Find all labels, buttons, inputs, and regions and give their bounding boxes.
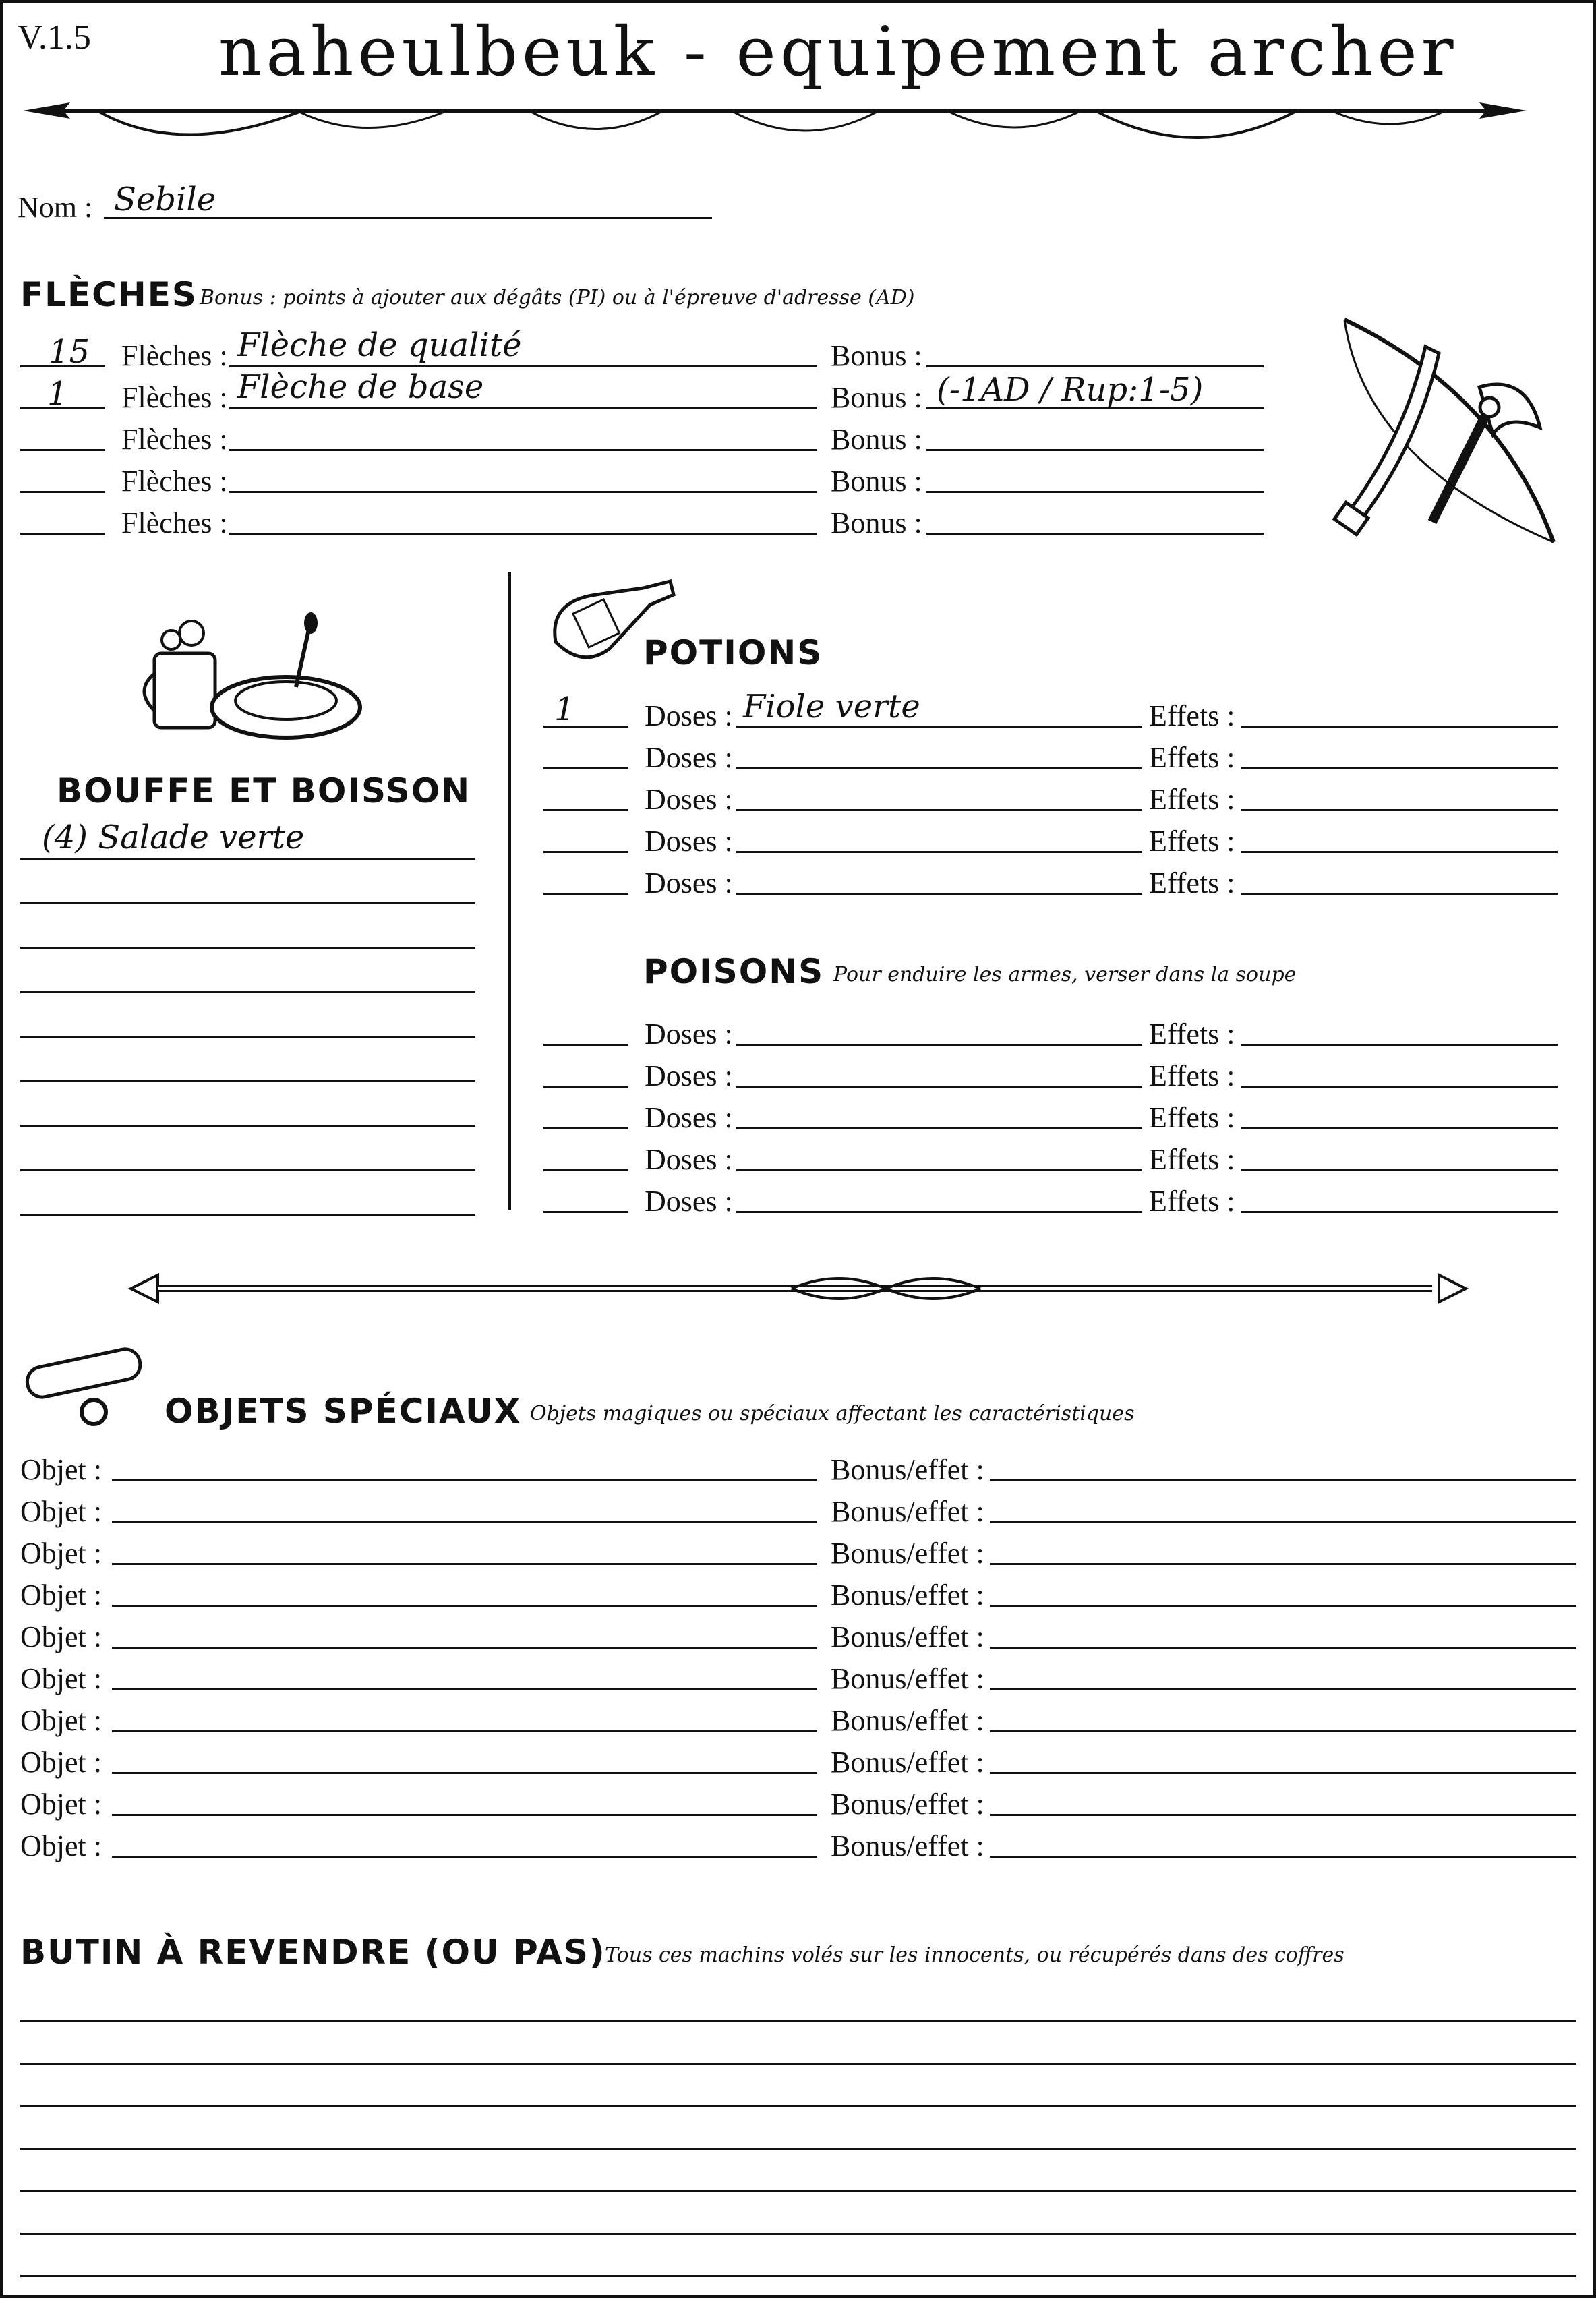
potion-effects-label: Effets : (1149, 741, 1235, 774)
bonus-effect-label: Bonus/effet : (831, 1704, 984, 1737)
poison-name-line (736, 1044, 1142, 1046)
bonus-effect-label: Bonus/effet : (831, 1620, 984, 1653)
arrow-name-line (229, 449, 817, 451)
staff-divider-icon (131, 1265, 1466, 1312)
arrow-name-line (229, 533, 817, 535)
loot-line[interactable] (20, 2233, 1576, 2235)
poison-effects-label: Effets : (1149, 1101, 1235, 1134)
arrow-name-line (229, 365, 817, 367)
potion-qty-line (543, 767, 628, 769)
arrow-bonus-label: Bonus : (831, 465, 922, 498)
poisons-heading: POISONS (643, 952, 825, 991)
poison-qty-line (543, 1044, 628, 1046)
arrow-name-line (229, 407, 817, 409)
bonus-effect-line[interactable] (990, 1647, 1576, 1649)
potion-doses-label: Doses : (645, 825, 733, 858)
poison-qty-line (543, 1169, 628, 1171)
potion-effect-line (1241, 767, 1558, 769)
object-line[interactable] (112, 1814, 817, 1816)
poison-effects-label: Effets : (1149, 1185, 1235, 1218)
food-line (20, 1214, 475, 1216)
potion-qty-line (543, 893, 628, 895)
object-line[interactable] (112, 1647, 817, 1649)
bonus-effect-label: Bonus/effet : (831, 1829, 984, 1862)
bonus-effect-line[interactable] (990, 1730, 1576, 1732)
bonus-effect-label: Bonus/effet : (831, 1788, 984, 1821)
poison-effect-line (1241, 1211, 1558, 1213)
special-items-heading: OBJETS SPÉCIAUX (165, 1392, 522, 1431)
arrow-name[interactable]: Flèche de qualité (237, 326, 522, 364)
potion-name-line (736, 767, 1142, 769)
potion-effects-label: Effets : (1149, 783, 1235, 816)
potion-qty-line (543, 851, 628, 853)
potion-qty[interactable]: 1 (554, 690, 575, 728)
bonus-effect-label: Bonus/effet : (831, 1662, 984, 1695)
object-line[interactable] (112, 1688, 817, 1690)
potion-doses-label: Doses : (645, 741, 733, 774)
arrow-bonus-line (926, 491, 1264, 493)
object-line[interactable] (112, 1856, 817, 1858)
object-label: Objet : (20, 1495, 102, 1528)
food-entry[interactable]: (4) Salade verte (42, 819, 305, 856)
name-label: Nom : (18, 191, 93, 224)
arrow-label: Flèches : (121, 381, 228, 414)
object-label: Objet : (20, 1620, 102, 1653)
food-line (20, 1036, 475, 1038)
food-line (20, 1169, 475, 1171)
arrow-qty[interactable]: 15 (49, 333, 90, 371)
poison-effects-label: Effets : (1149, 1143, 1235, 1176)
bonus-effect-line[interactable] (990, 1479, 1576, 1481)
arrow-bonus-line (926, 365, 1264, 367)
arrow-divider-icon (16, 90, 1533, 151)
bonus-effect-line[interactable] (990, 1563, 1576, 1565)
bonus-effect-line[interactable] (990, 1856, 1576, 1858)
potion-effect-line (1241, 726, 1558, 728)
poison-qty-line (543, 1211, 628, 1213)
object-line[interactable] (112, 1772, 817, 1774)
arrow-bonus-line (926, 449, 1264, 451)
potion-doses-label: Doses : (645, 699, 733, 732)
potions-heading: POTIONS (643, 633, 823, 672)
poison-name-line (736, 1086, 1142, 1088)
column-divider (508, 572, 511, 1210)
name-value[interactable]: Sebile (114, 181, 216, 218)
bonus-effect-label: Bonus/effet : (831, 1537, 984, 1570)
food-line (20, 991, 475, 993)
page-title: naheulbeuk - equipement archer (218, 12, 1458, 91)
poison-effects-label: Effets : (1149, 1018, 1235, 1051)
object-label: Objet : (20, 1746, 102, 1779)
arrow-bonus-label: Bonus : (831, 339, 922, 372)
arrow-label: Flèches : (121, 423, 228, 456)
poison-effect-line (1241, 1127, 1558, 1129)
poison-name-line (736, 1211, 1142, 1213)
arrow-name[interactable]: Flèche de base (237, 368, 484, 406)
potion-name[interactable]: Fiole verte (743, 688, 920, 726)
object-line[interactable] (112, 1479, 817, 1481)
poison-doses-label: Doses : (645, 1143, 733, 1176)
special-items-note: Objets magiques ou spéciaux affectant les caractéristiques (530, 1402, 1135, 1425)
object-line[interactable] (112, 1730, 817, 1732)
poison-effect-line (1241, 1044, 1558, 1046)
potion-name-line (736, 726, 1142, 728)
object-label: Objet : (20, 1579, 102, 1612)
potion-name-line (736, 893, 1142, 895)
poison-qty-line (543, 1127, 628, 1129)
arrow-label: Flèches : (121, 339, 228, 372)
bonus-effect-line[interactable] (990, 1688, 1576, 1690)
poison-doses-label: Doses : (645, 1185, 733, 1218)
bonus-effect-line[interactable] (990, 1772, 1576, 1774)
potion-effects-label: Effets : (1149, 866, 1235, 900)
poison-doses-label: Doses : (645, 1018, 733, 1051)
poison-doses-label: Doses : (645, 1101, 733, 1134)
poison-name-line (736, 1169, 1142, 1171)
food-heading: BOUFFE ET BOISSON (57, 771, 471, 811)
loot-line[interactable] (20, 2020, 1576, 2022)
bonus-effect-line[interactable] (990, 1605, 1576, 1607)
name-underline (104, 217, 712, 219)
arrow-bonus[interactable]: (-1AD / Rup:1-5) (937, 371, 1204, 409)
poison-doses-label: Doses : (645, 1059, 733, 1092)
potion-name-line (736, 809, 1142, 811)
arrows-heading: FLÈCHES (20, 275, 198, 314)
object-label: Objet : (20, 1829, 102, 1862)
poison-effects-label: Effets : (1149, 1059, 1235, 1092)
loot-line[interactable] (20, 2148, 1576, 2150)
potion-effect-line (1241, 851, 1558, 853)
food-line (20, 947, 475, 949)
arrows-note: Bonus : points à ajouter aux dégâts (PI) ou à l'épreuve d'adresse (AD) (200, 286, 915, 310)
arrow-label: Flèches : (121, 506, 228, 539)
loot-line[interactable] (20, 2105, 1576, 2107)
arrow-qty[interactable]: 1 (47, 375, 68, 413)
arrow-qty-line (20, 533, 105, 535)
object-label: Objet : (20, 1788, 102, 1821)
bonus-effect-line[interactable] (990, 1521, 1576, 1523)
arrow-bonus-label: Bonus : (831, 381, 922, 414)
food-line (20, 1125, 475, 1127)
bonus-effect-line[interactable] (990, 1814, 1576, 1816)
potion-qty-line (543, 809, 628, 811)
food-line (20, 1080, 475, 1082)
loot-heading: BUTIN À REVENDRE (OU PAS) (20, 1933, 606, 1972)
crossed-weapons-icon (1324, 313, 1567, 556)
poison-qty-line (543, 1086, 628, 1088)
bonus-effect-label: Bonus/effet : (831, 1453, 984, 1486)
object-line[interactable] (112, 1521, 817, 1523)
bonus-effect-label: Bonus/effet : (831, 1746, 984, 1779)
poison-name-line (736, 1127, 1142, 1129)
arrow-label: Flèches : (121, 465, 228, 498)
object-label: Objet : (20, 1662, 102, 1695)
arrow-bonus-label: Bonus : (831, 506, 922, 539)
version-label: V.1.5 (18, 18, 91, 57)
bonus-effect-label: Bonus/effet : (831, 1579, 984, 1612)
arrow-qty-line (20, 449, 105, 451)
object-line[interactable] (112, 1563, 817, 1565)
food-mug-plate-icon (141, 606, 363, 741)
bonus-effect-label: Bonus/effet : (831, 1495, 984, 1528)
poisons-note: Pour enduire les armes, verser dans la soupe (833, 963, 1297, 986)
potion-effect-line (1241, 809, 1558, 811)
potion-name-line (736, 851, 1142, 853)
arrow-bonus-line (926, 533, 1264, 535)
potion-effect-line (1241, 893, 1558, 895)
loot-line[interactable] (20, 2275, 1576, 2277)
object-label: Objet : (20, 1704, 102, 1737)
scroll-ring-icon (20, 1345, 161, 1432)
poison-effect-line (1241, 1169, 1558, 1171)
loot-note: Tous ces machins volés sur les innocents, ou récupérés dans des coffres (605, 1943, 1344, 1967)
object-line[interactable] (112, 1605, 817, 1607)
food-line (20, 902, 475, 904)
loot-line[interactable] (20, 2063, 1576, 2065)
potion-effects-label: Effets : (1149, 699, 1235, 732)
arrow-bonus-label: Bonus : (831, 423, 922, 456)
object-label: Objet : (20, 1453, 102, 1486)
loot-line[interactable] (20, 2190, 1576, 2192)
food-line (20, 858, 475, 860)
object-label: Objet : (20, 1537, 102, 1570)
potion-doses-label: Doses : (645, 866, 733, 900)
potion-effects-label: Effets : (1149, 825, 1235, 858)
arrow-name-line (229, 491, 817, 493)
arrow-qty-line (20, 491, 105, 493)
potion-doses-label: Doses : (645, 783, 733, 816)
poison-effect-line (1241, 1086, 1558, 1088)
